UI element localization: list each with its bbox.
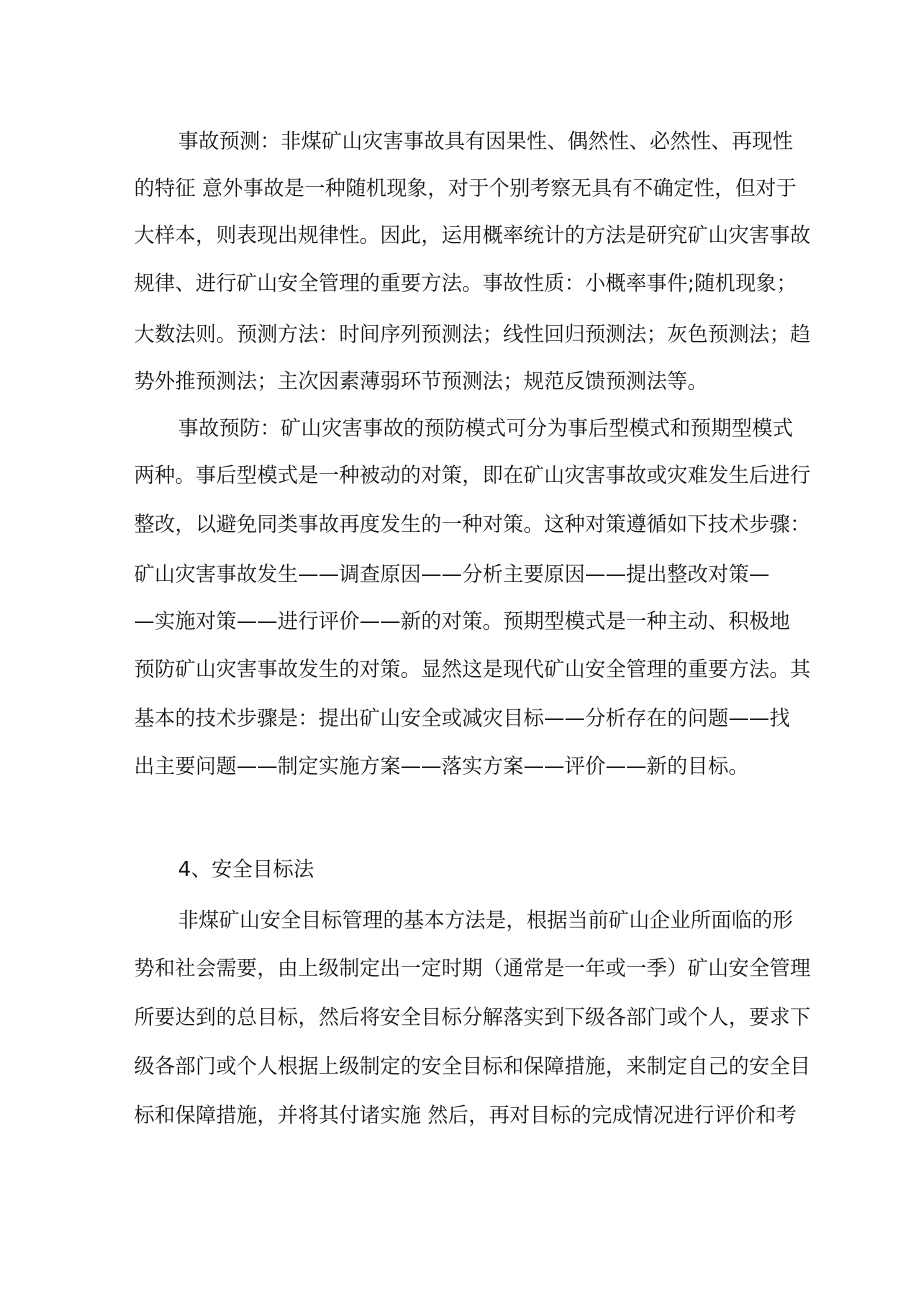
paragraph-line: 事故预防：矿山灾害事故的预防模式可分为事后型模式和预期型模式 (178, 416, 793, 440)
paragraph-line: 两种。事后型模式是一种被动的对策，即在矿山灾害事故或灾难发生后进行 (134, 463, 811, 487)
paragraph-line: 标和保障措施，并将其付诸实施 然后，再对目标的完成情况进行评价和考 (134, 1103, 797, 1127)
paragraph-line: 基本的技术步骤是：提出矿山安全或减灾目标——分析存在的问题——找 (134, 706, 790, 730)
paragraph-line: 矿山灾害事故发生——调查原因——分析主要原因——提出整改对策— (134, 562, 770, 586)
paragraph-line: 出主要问题——制定实施方案——落实方案——评价——新的目标。 (134, 754, 749, 778)
paragraph-line: 非煤矿山安全目标管理的基本方法是，根据当前矿山企业所面临的形 (178, 908, 793, 932)
paragraph-line: —实施对策——进行评价——新的对策。预期型模式是一种主动、积极地 (134, 609, 790, 633)
paragraph-line: 势外推预测法；主次因素薄弱环节预测法；规范反馈预测法等。 (134, 369, 708, 393)
paragraph-line: 事故预测：非煤矿山灾害事故具有因果性、偶然性、必然性、再现性 (178, 129, 793, 153)
paragraph-line: 所要达到的总目标，然后将安全目标分解落实到下级各部门或个人，要求下 (134, 1005, 811, 1029)
paragraph-line: 预防矿山灾害事故发生的对策。显然这是现代矿山安全管理的重要方法。其 (134, 657, 811, 681)
paragraph-line: 的特征 意外事故是一种随机现象，对于个别考察无具有不确定性，但对于 (134, 176, 797, 200)
paragraph-line: 势和社会需要，由上级制定出一定时期（通常是一年或一季）矿山安全管理 (134, 956, 811, 980)
paragraph-line: 规律、进行矿山安全管理的重要方法。事故性质：小概率事件;随机现象； (134, 271, 797, 295)
paragraph-line: 大数法则。预测方法：时间序列预测法；线性回归预测法；灰色预测法；趋 (134, 322, 811, 346)
paragraph-line: 级各部门或个人根据上级制定的安全目标和保障措施，来制定自己的安全目 (134, 1054, 811, 1078)
paragraph-line: 大样本，则表现出规律性。因此，运用概率统计的方法是研究矿山灾害事故 (134, 223, 811, 247)
paragraph-line: 整改，以避免同类事故再度发生的一种对策。这种对策遵循如下技术步骤： (134, 512, 811, 536)
section-heading: 4、安全目标法 (178, 857, 315, 881)
